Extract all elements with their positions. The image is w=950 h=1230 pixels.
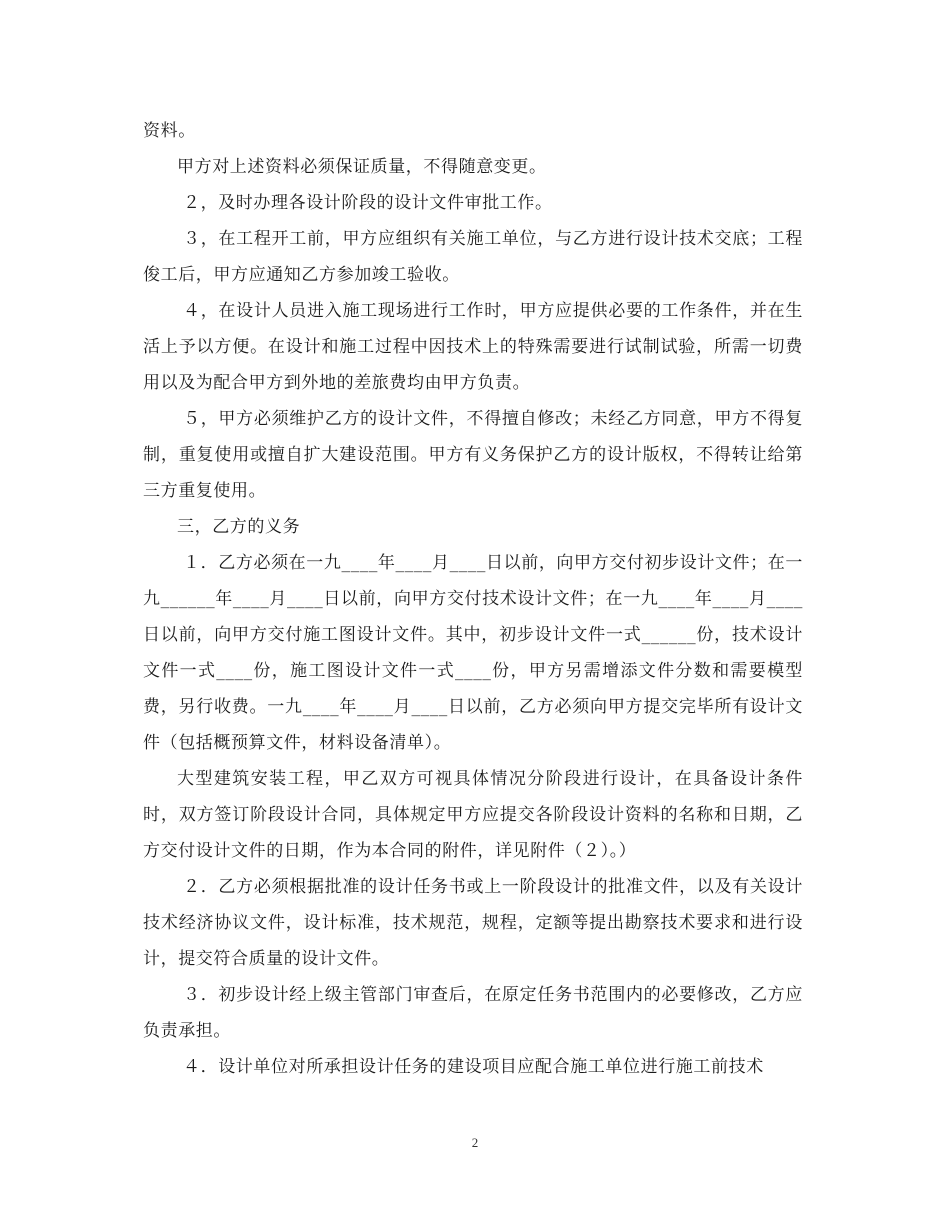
page-number: 2	[471, 1135, 479, 1150]
paragraph-duty-1: １．乙方必须在一九____年____月____日以前，向甲方交付初步设计文件；在一九______年____月____日以前，向甲方交付技术设计文件；在一九____年____月____日以前，向甲方交付施工图设计文件。其中，初步设计文件一式______份，技术设计文件一式____份，施工图设计文件一式____份，甲方另需增添文件分数和需要模型费，另行收费。一九____年____月____日以前，乙方必须向甲方提交完毕所有设计文件（包括概预算文件，材料设备清单）。	[143, 553, 803, 753]
paragraph-duty-3: ３．初步设计经上级主管部门审查后，在原定任务书范围内的必要修改，乙方应负责承担。	[143, 985, 803, 1041]
document-body	[143, 113, 803, 1085]
paragraph-quality: 甲方对上述资料必须保证质量，不得随意变更。	[177, 157, 547, 177]
paragraph-large-project: 大型建筑安装工程，甲乙双方可视具体情况分阶段进行设计，在具备设计条件时，双方签订阶段设计合同，具体规定甲方应提交各阶段设计资料的名称和日期，乙方交付设计文件的日期，作为本合同的附件，详见附件（２）。）	[143, 769, 803, 861]
paragraph-item-3: ３，在工程开工前，甲方应组织有关施工单位，与乙方进行设计技术交底；工程俊工后，甲方应通知乙方参加竣工验收。	[143, 229, 803, 285]
paragraph-duty-2: ２．乙方必须根据批准的设计任务书或上一阶段设计的批准文件，以及有关设计技术经济协议文件，设计标准，技术规范，规程，定额等提出勘察技术要求和进行设计，提交符合质量的设计文件。	[143, 877, 803, 969]
paragraph-continuation: 资料。	[143, 121, 196, 141]
paragraph-duty-4: ４．设计单位对所承担设计任务的建设项目应配合施工单位进行施工前技术	[183, 1057, 764, 1077]
paragraph-item-4: ４，在设计人员进入施工现场进行工作时，甲方应提供必要的工作条件，并在生活上予以方便。在设计和施工过程中因技术上的特殊需要进行试制试验，所需一切费用以及为配合甲方到外地的差旅费均由甲方负责。	[143, 301, 803, 393]
section-heading: 三，乙方的义务	[177, 517, 301, 537]
paragraph-item-2: ２，及时办理各设计阶段的设计文件审批工作。	[183, 193, 553, 213]
paragraph-item-5: ５，甲方必须维护乙方的设计文件，不得擅自修改；未经乙方同意，甲方不得复制，重复使用或擅自扩大建设范围。甲方有义务保护乙方的设计版权，不得转让给第三方重复使用。	[143, 409, 803, 501]
